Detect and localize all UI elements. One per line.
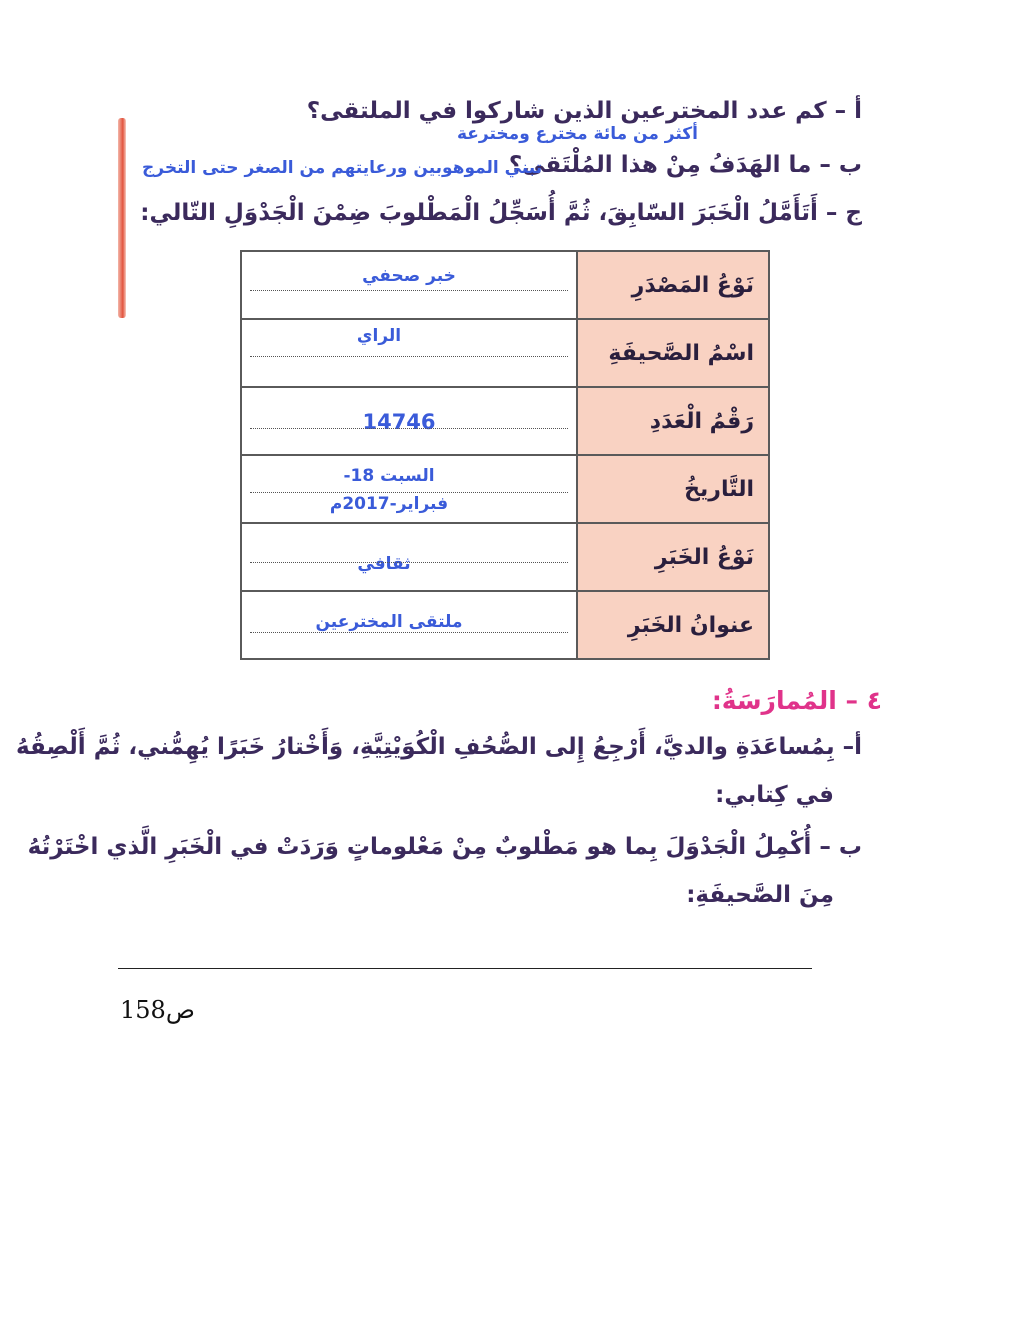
question-b: ب – ما الهَدَفُ مِنْ هذا المُلْتَقى؟	[508, 152, 862, 178]
table-row	[241, 455, 769, 523]
value-cell	[241, 387, 577, 455]
handwritten-answer-b: تبني الموهوبين ورعايتهم من الصغر حتى التخرج	[142, 158, 543, 178]
row-label: اسْمُ الصَّحيفَةِ	[577, 319, 769, 387]
handwritten-value: الراي	[356, 326, 402, 346]
dotted-line	[250, 356, 568, 357]
row-label: نَوْعُ المَصْدَرِ	[577, 251, 769, 319]
question-a-cut-off: أ – كم عدد المخترعين الذين شاركوا في الملتقى؟	[306, 98, 862, 124]
table-row	[241, 319, 769, 387]
handwritten-answer-a: أكثر من مائة مخترع ومخترعة	[456, 124, 698, 144]
news-info-table	[240, 250, 770, 660]
table-row	[241, 523, 769, 591]
table-row	[241, 251, 769, 319]
dotted-line	[250, 428, 568, 429]
handwritten-date-line-2: فبراير-2017م	[329, 494, 449, 514]
dotted-line	[250, 562, 568, 563]
page-number: 158ص	[120, 996, 195, 1024]
value-cell	[241, 523, 577, 591]
dotted-line	[250, 632, 568, 633]
row-label: التَّاريخُ	[577, 455, 769, 523]
row-label: عنوانُ الخَبَرِ	[577, 591, 769, 659]
page-edge-accent	[118, 118, 126, 318]
value-cell	[241, 591, 577, 659]
dotted-line	[250, 290, 568, 291]
value-cell	[241, 251, 577, 319]
row-label: رَقْمُ الْعَدَدِ	[577, 387, 769, 455]
handwritten-value: ثقافي	[357, 554, 411, 574]
practice-a-line-2: في كِتابي:	[715, 782, 834, 808]
handwritten-date-line-1: السبت 18-	[343, 466, 435, 486]
value-cell	[241, 455, 577, 523]
value-cell	[241, 319, 577, 387]
row-label: نَوْعُ الخَبَرِ	[577, 523, 769, 591]
handwritten-value: ملتقى المخترعين	[315, 612, 463, 632]
footer-rule	[118, 968, 812, 969]
practice-b-line-1: ب – أُكْمِلُ الْجَدْوَلَ بِما هو مَطْلوبٌ مِنْ مَعْلوماتٍ وَرَدَتْ في الْخَبَرِ الَّذي اخْتَرْتُهُ	[27, 834, 862, 860]
practice-a-line-1: أ– بِمُساعَدَةِ والديَّ، أَرْجِعُ إِلى الصُّحُفِ الْكُوَيْتِيَّةِ، وَأَخْتارُ خَبَرًا يُهِمُّني، ثُمَّ أَلْصِقُهُ	[16, 734, 862, 760]
handwritten-value: 14746	[362, 410, 436, 434]
handwritten-value: خبر صحفي	[362, 266, 456, 286]
dotted-line	[250, 492, 568, 493]
practice-b-line-2: مِنَ الصَّحيفَةِ:	[686, 882, 834, 908]
table-row	[241, 591, 769, 659]
practice-heading: ٤ – المُمارَسَةُ:	[711, 686, 882, 715]
table-row	[241, 387, 769, 455]
question-c-instruction: ج – أَتَأَمَّلُ الْخَبَرَ السّابِقَ، ثُمَّ أُسَجِّلُ الْمَطْلوبَ ضِمْنَ الْجَدْوَلِ التّالي:	[140, 200, 862, 226]
